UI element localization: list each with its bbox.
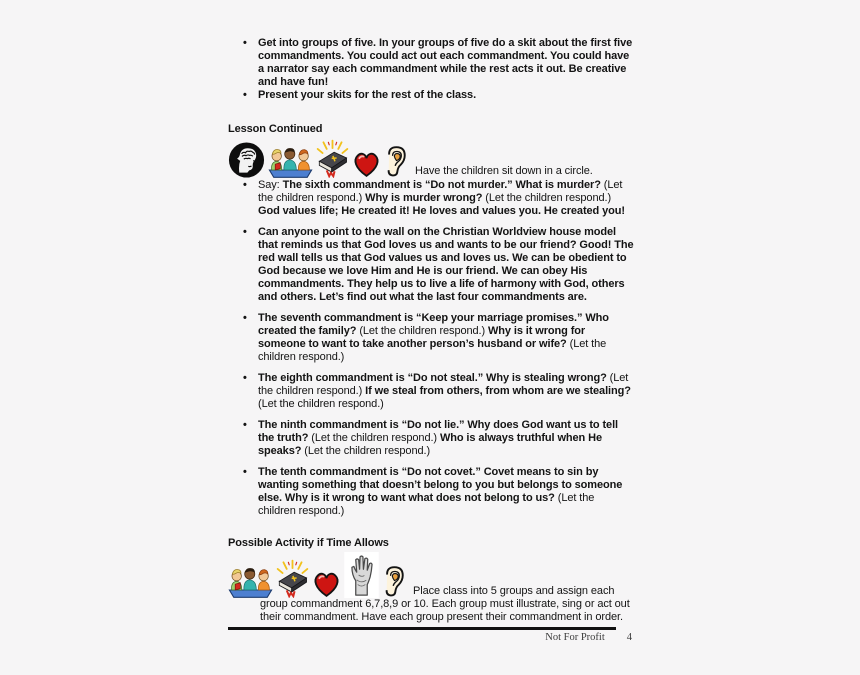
bullet-icon: • <box>243 372 247 384</box>
lesson-caption: Have the children sit down in a circle. <box>415 165 593 177</box>
list-item-text: Can anyone point to the wall on the Christian Worldview house model that reminds us that God loves us and wants to be our friend? Good! The red wall tells us that God values us and loves us. We can be obedient to God because we love Him and He is our friend. We can obey His commandments. They help us to live a life of harmony with God, others and others. Let’s find out what the last four commandments are. <box>258 226 634 303</box>
heart-icon <box>312 571 341 598</box>
list-item <box>228 419 634 458</box>
list-item-text: The tenth commandment is “Do not covet.” Covet means to sin by wanting something that doesn’t belong to you but belongs to someone else. Why is it wrong to want what does not belong to us? (Let the children respond.) <box>258 466 623 517</box>
bullet-icon: • <box>243 37 247 49</box>
list-item <box>228 312 634 364</box>
lesson-clipart-row <box>228 138 634 178</box>
activity-caption: Place class into 5 groups and assign each group commandment 6,7,8,9 or 10. Each group must illustrate, sing or act out their commandment. Have each group present their commandment in order. <box>260 585 630 623</box>
lesson-continued-heading: Lesson Continued <box>228 123 323 135</box>
thinking-head-icon <box>228 142 265 178</box>
lesson-bullet-list <box>228 179 634 518</box>
bullet-icon: • <box>243 226 247 238</box>
list-item <box>228 466 634 518</box>
ear-icon <box>382 565 407 598</box>
page-footer <box>228 627 634 643</box>
footer-text <box>228 632 634 643</box>
list-item-text: Say: The sixth commandment is “Do not murder.” What is murder? (Let the children respond.) Why is murder wrong? (Let the children respond.) God values life; He created it! He loves and values you. He created you! <box>258 179 625 217</box>
bible-icon <box>316 138 349 178</box>
list-item-text: The eighth commandment is “Do not steal.” Why is stealing wrong? (Let the children respond.) If we steal from others, from whom are we stealing? (Let the children respond.) <box>258 372 631 410</box>
bullet-icon: • <box>243 179 247 191</box>
activity-clipart-row <box>228 552 634 624</box>
list-item-text: The ninth commandment is “Do not lie.” Why does God want us to tell the truth? (Let the children respond.) Who is always truthful when He speaks? (Let the children respond.) <box>258 419 618 457</box>
lesson-clipart-icons <box>228 165 412 177</box>
intro-bullet-list <box>228 37 634 102</box>
bible-icon <box>276 558 309 598</box>
possible-activity-heading: Possible Activity if Time Allows <box>228 537 389 549</box>
bullet-icon: • <box>243 89 247 101</box>
footer-label: Not For Profit <box>545 632 605 643</box>
list-item-text: Present your skits for the rest of the class. <box>258 89 477 101</box>
bullet-icon: • <box>243 419 247 431</box>
children-reading-icon <box>268 146 313 178</box>
list-item <box>228 37 634 89</box>
list-item <box>228 179 634 218</box>
children-reading-icon <box>228 566 273 598</box>
page-number: 4 <box>626 632 632 643</box>
list-item <box>228 226 634 304</box>
hand-icon <box>344 552 379 598</box>
heart-icon <box>352 151 381 178</box>
footer-divider <box>228 627 616 630</box>
document-content <box>228 37 634 625</box>
list-item-text: Get into groups of five. In your groups of five do a skit about the first five commandments. You could act out each commandment. You could have a narrator say each commandment while the rest acts it out. Be creative and have fun! <box>258 37 633 88</box>
activity-clipart-icons <box>228 585 410 597</box>
list-item-text: The seventh commandment is “Keep your marriage promises.” Who created the family? (Let the children respond.) Why is it wrong for someone to want to take another person’s husband or wife? (Let the children respond.) <box>258 312 609 363</box>
list-item <box>228 372 634 411</box>
bullet-icon: • <box>243 466 247 478</box>
ear-icon <box>384 145 409 178</box>
list-item <box>228 89 634 102</box>
bullet-icon: • <box>243 312 247 324</box>
